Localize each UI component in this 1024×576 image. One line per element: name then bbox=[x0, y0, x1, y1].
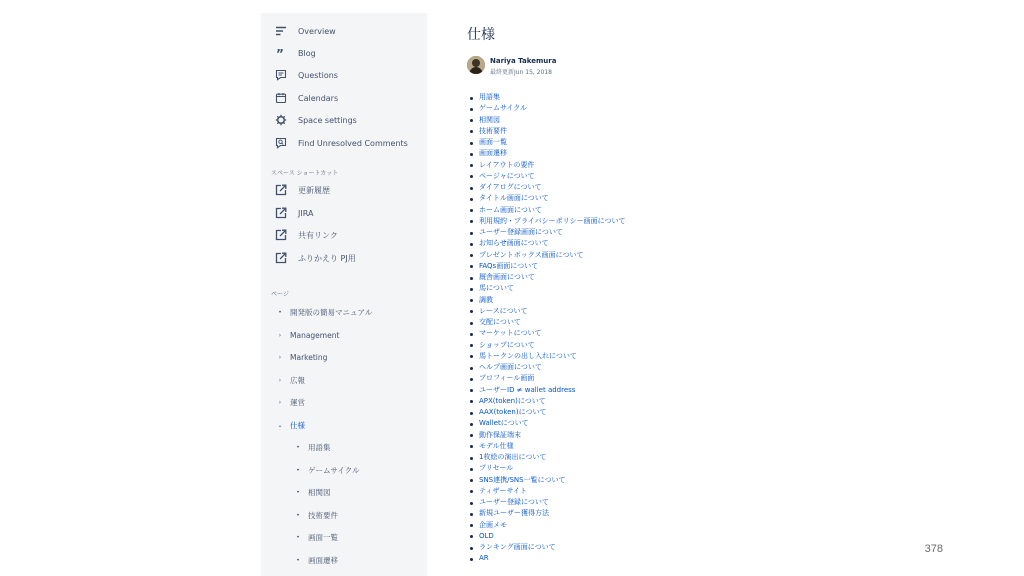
child-page-link[interactable]: ランキング画面について bbox=[479, 542, 626, 553]
page-tree-label: Marketing bbox=[290, 352, 328, 362]
child-page-link[interactable]: プロフィール画面 bbox=[479, 373, 626, 384]
questions-icon bbox=[275, 69, 287, 81]
page-byline bbox=[467, 56, 667, 78]
shortcut-jira-label: JIRA bbox=[298, 208, 314, 218]
chevron-right-icon[interactable]: › bbox=[278, 398, 282, 406]
chevron-right-icon[interactable]: › bbox=[278, 376, 282, 384]
subpage-tree-item[interactable] bbox=[295, 463, 359, 477]
bullet-icon: • bbox=[296, 511, 300, 519]
child-page-link[interactable]: AR bbox=[479, 553, 626, 564]
child-page-link[interactable]: 技術要件 bbox=[479, 126, 626, 137]
nav-questions[interactable] bbox=[275, 66, 338, 84]
chevron-right-icon[interactable]: › bbox=[278, 331, 282, 339]
shortcuts-heading: スペース ショートカット bbox=[271, 170, 339, 177]
space-sidebar bbox=[261, 13, 427, 576]
child-page-link[interactable]: AAX(token)について bbox=[479, 407, 626, 418]
child-page-link[interactable]: ホーム画面について bbox=[479, 205, 626, 216]
nav-space-settings[interactable] bbox=[275, 111, 357, 129]
shortcut-retrospective-label: ふりかえり PJ用 bbox=[298, 253, 356, 263]
child-page-link[interactable]: タイトル画面について bbox=[479, 193, 626, 204]
comment-search-icon bbox=[275, 137, 287, 149]
nav-find-unresolved-comments-label: Find Unresolved Comments bbox=[298, 138, 408, 148]
nav-blog[interactable] bbox=[275, 44, 316, 62]
external-link-icon bbox=[275, 184, 287, 196]
confluence-screenshot bbox=[261, 13, 672, 576]
overview-icon bbox=[275, 25, 287, 37]
page-tree-label: 運営 bbox=[290, 397, 305, 407]
shortcut-update-history[interactable] bbox=[275, 181, 330, 199]
child-page-link[interactable]: 画面一覧 bbox=[479, 137, 626, 148]
subpage-tree-item[interactable] bbox=[295, 440, 331, 454]
child-page-link[interactable]: ショップについて bbox=[479, 340, 626, 351]
chevron-right-icon[interactable]: › bbox=[278, 353, 282, 361]
shortcut-update-history-label: 更新履歴 bbox=[298, 185, 330, 195]
child-page-link[interactable]: ユーザー登録について bbox=[479, 497, 626, 508]
avatar[interactable] bbox=[467, 56, 485, 74]
child-page-link[interactable]: 動作保証端末 bbox=[479, 430, 626, 441]
subpage-label: 画面遷移 bbox=[308, 555, 338, 565]
child-page-link[interactable]: 馬について bbox=[479, 283, 626, 294]
slide-page-number: 378 bbox=[924, 543, 943, 555]
bullet-icon: • bbox=[296, 488, 300, 496]
quote-icon bbox=[275, 47, 287, 59]
child-page-link[interactable]: ティザーサイト bbox=[479, 486, 626, 497]
last-updated: 最終更新Jun 15, 2018 bbox=[490, 69, 553, 76]
nav-calendars-label: Calendars bbox=[298, 93, 339, 103]
child-page-list bbox=[479, 92, 626, 565]
child-page-link[interactable]: プレゼントボックス画面について bbox=[479, 250, 626, 261]
page-tree-label: 開発版の簡易マニュアル bbox=[290, 307, 373, 317]
subpage-label: 用語集 bbox=[308, 442, 331, 452]
nav-calendars[interactable] bbox=[275, 89, 338, 107]
nav-questions-label: Questions bbox=[298, 70, 338, 80]
subpage-label: 相関図 bbox=[308, 487, 331, 497]
page-title: 仕様 bbox=[467, 27, 495, 43]
shortcut-jira[interactable] bbox=[275, 204, 313, 222]
svg-text:”: ” bbox=[276, 47, 284, 59]
bullet-icon: • bbox=[278, 308, 282, 316]
subpage-tree-item[interactable] bbox=[295, 553, 338, 567]
gear-icon bbox=[275, 114, 287, 126]
page-tree-item[interactable] bbox=[277, 305, 372, 319]
child-page-link[interactable]: プリセール bbox=[479, 463, 626, 474]
subpage-tree-item[interactable] bbox=[295, 485, 331, 499]
nav-blog-label: Blog bbox=[298, 48, 316, 58]
subpage-label: 技術要件 bbox=[308, 510, 338, 520]
shortcut-shared-links-label: 共有リンク bbox=[298, 230, 338, 240]
child-page-link[interactable]: 厩舎画面について bbox=[479, 272, 626, 283]
subpage-label: 画面一覧 bbox=[308, 532, 338, 542]
child-page-link[interactable]: Walletについて bbox=[479, 418, 626, 429]
subpage-label: ゲームサイクル bbox=[308, 465, 360, 475]
child-page-link[interactable]: ゲームサイクル bbox=[479, 103, 626, 114]
shortcut-retrospective[interactable] bbox=[275, 249, 356, 267]
child-page-link[interactable]: 調教 bbox=[479, 295, 626, 306]
page-tree-item-active[interactable] bbox=[277, 418, 305, 432]
child-page-link[interactable]: FAQs画面について bbox=[479, 261, 626, 272]
child-page-link[interactable]: 画面遷移 bbox=[479, 148, 626, 159]
page-tree-item[interactable] bbox=[277, 350, 327, 364]
nav-space-settings-label: Space settings bbox=[298, 115, 357, 125]
child-page-link[interactable]: モデル仕様 bbox=[479, 441, 626, 452]
child-page-link[interactable]: マーケットについて bbox=[479, 328, 626, 339]
child-page-link[interactable]: ヘルプ画面について bbox=[479, 362, 626, 373]
external-link-icon bbox=[275, 229, 287, 241]
child-page-link[interactable]: 1枚絵の演出について bbox=[479, 452, 626, 463]
child-page-link[interactable]: SNS連携/SNS一覧について bbox=[479, 475, 626, 486]
nav-find-unresolved-comments[interactable] bbox=[275, 134, 408, 152]
bullet-icon: • bbox=[296, 443, 300, 451]
page-content bbox=[427, 13, 672, 576]
shortcut-shared-links[interactable] bbox=[275, 226, 338, 244]
page-tree-item[interactable] bbox=[277, 395, 305, 409]
page-tree-label: Management bbox=[290, 330, 340, 340]
external-link-icon bbox=[275, 252, 287, 264]
child-page-link[interactable]: レイアウトの要件 bbox=[479, 160, 626, 171]
child-page-link[interactable]: ページャについて bbox=[479, 171, 626, 182]
child-page-link[interactable]: 新規ユーザー獲得方法 bbox=[479, 508, 626, 519]
external-link-icon bbox=[275, 207, 287, 219]
page-tree-label: 仕様 bbox=[290, 420, 305, 430]
bullet-icon: • bbox=[296, 533, 300, 541]
chevron-down-icon[interactable]: ⌄ bbox=[277, 421, 283, 429]
child-page-link[interactable]: 企画メモ bbox=[479, 520, 626, 531]
subpage-tree-item[interactable] bbox=[295, 530, 338, 544]
nav-overview[interactable] bbox=[275, 22, 336, 40]
page-tree-item[interactable] bbox=[277, 328, 339, 342]
child-page-link[interactable]: APX(token)について bbox=[479, 396, 626, 407]
child-page-link[interactable]: お知らせ画面について bbox=[479, 238, 626, 249]
nav-overview-label: Overview bbox=[298, 26, 336, 36]
child-page-link[interactable]: 馬トークンの出し入れについて bbox=[479, 351, 626, 362]
calendar-icon bbox=[275, 92, 287, 104]
child-page-link[interactable]: ユーザーID ≠ wallet address bbox=[479, 385, 626, 396]
child-page-link[interactable]: ダイアログについて bbox=[479, 182, 626, 193]
author-name[interactable]: Nariya Takemura bbox=[490, 57, 557, 65]
child-page-link[interactable]: 交配について bbox=[479, 317, 626, 328]
child-page-link[interactable]: ユーザー登録画面について bbox=[479, 227, 626, 238]
child-page-link[interactable]: 利用規約・プライバシーポリシー画面について bbox=[479, 216, 626, 227]
pages-heading: ページ bbox=[271, 291, 289, 298]
page-tree-item[interactable] bbox=[277, 373, 305, 387]
child-page-link[interactable]: レースについて bbox=[479, 306, 626, 317]
bullet-icon: • bbox=[296, 466, 300, 474]
child-page-link[interactable]: 用語集 bbox=[479, 92, 626, 103]
page-tree-label: 広報 bbox=[290, 375, 305, 385]
child-page-link[interactable]: 相関図 bbox=[479, 115, 626, 126]
subpage-tree-item[interactable] bbox=[295, 508, 338, 522]
child-page-link[interactable]: OLD bbox=[479, 531, 626, 542]
bullet-icon: • bbox=[296, 556, 300, 564]
